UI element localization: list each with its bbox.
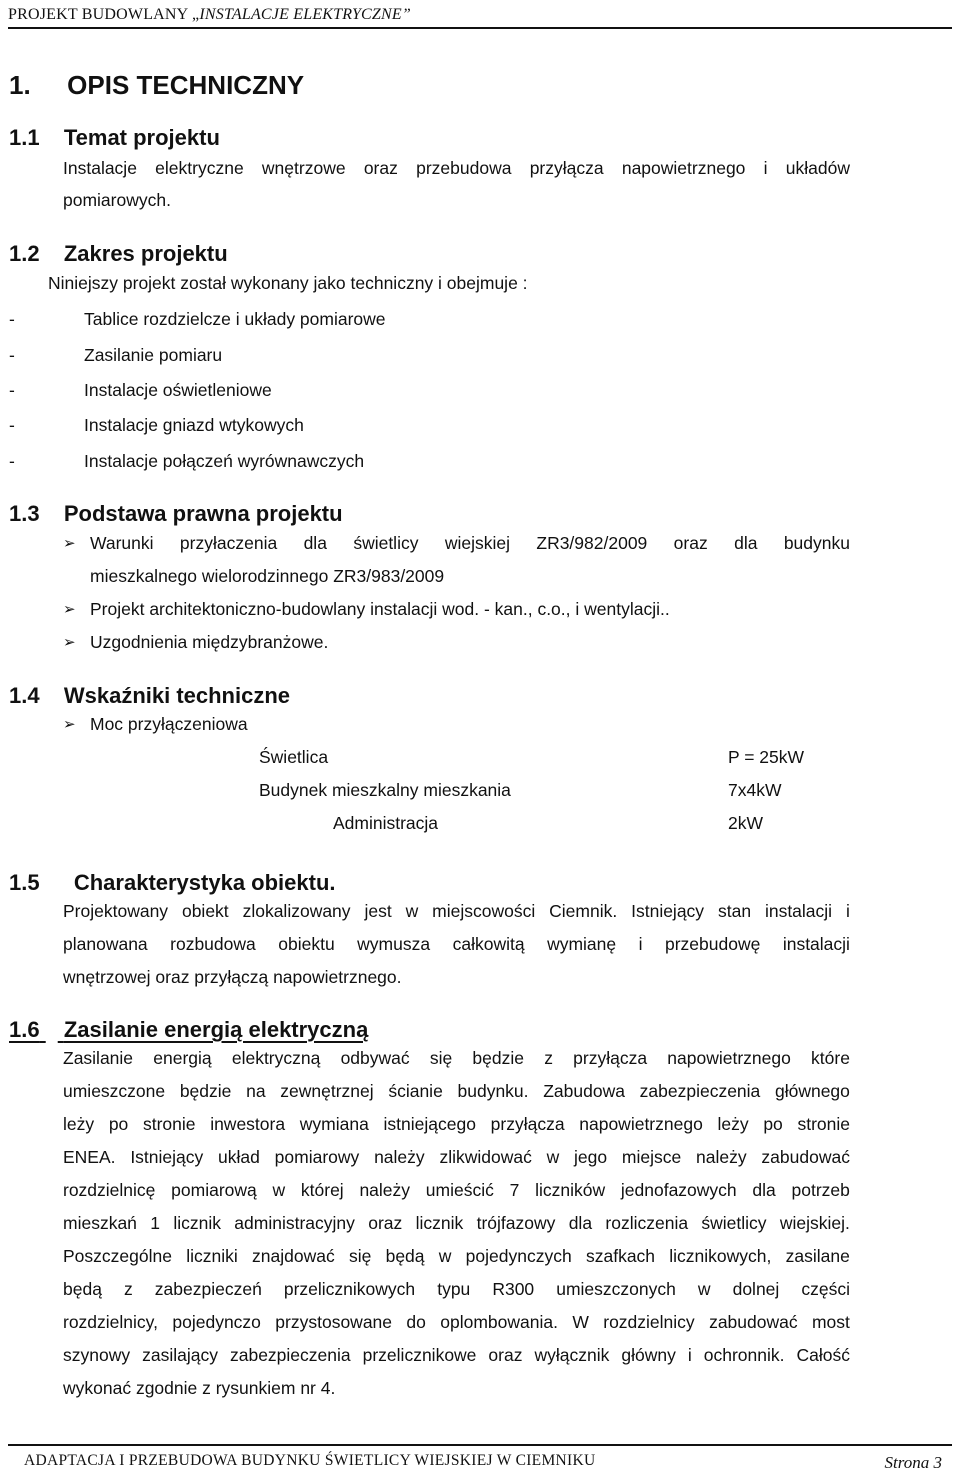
word: 7 bbox=[509, 1180, 520, 1200]
power-row-label: Świetlica bbox=[259, 747, 329, 767]
word: umieszczonych bbox=[556, 1279, 676, 1299]
word: całkowitą bbox=[452, 934, 525, 954]
word: most bbox=[811, 1312, 850, 1332]
paragraph-line bbox=[63, 1246, 850, 1267]
word: odbywać bbox=[340, 1048, 410, 1068]
word: rozdzielnicy, bbox=[63, 1312, 158, 1332]
word: w bbox=[405, 901, 419, 921]
word: zabudować bbox=[709, 1312, 798, 1332]
word: układ bbox=[218, 1147, 260, 1167]
word: W bbox=[572, 1312, 589, 1332]
word: z bbox=[123, 1279, 133, 1299]
paragraph-1-5-line-1 bbox=[63, 901, 850, 922]
word: z bbox=[544, 1048, 553, 1068]
section-title: OPIS TECHNICZNY bbox=[67, 70, 305, 100]
word: Projektowany bbox=[63, 901, 169, 921]
word: oraz bbox=[363, 158, 398, 178]
scope-item: Instalacje oświetleniowe bbox=[84, 380, 272, 400]
dash-bullet: - bbox=[9, 380, 15, 400]
word: planowana bbox=[63, 934, 148, 954]
word: szafkach bbox=[585, 1246, 656, 1266]
word: zasilane bbox=[785, 1246, 850, 1266]
paragraph-1-1-line-1 bbox=[63, 158, 850, 179]
word: napowietrznego bbox=[621, 158, 746, 178]
subsection-number: 1.5 bbox=[9, 870, 40, 895]
word: należy bbox=[696, 1147, 747, 1167]
word: w bbox=[272, 1180, 286, 1200]
word: umieścić bbox=[425, 1180, 494, 1200]
word: instalacji bbox=[782, 934, 850, 954]
word: oraz bbox=[488, 1345, 523, 1365]
word: przebudowa bbox=[416, 158, 512, 178]
word: części bbox=[801, 1279, 850, 1299]
word: Całość bbox=[796, 1345, 850, 1365]
word: energią bbox=[153, 1048, 212, 1068]
paragraph-line bbox=[63, 1180, 850, 1201]
paragraph-line bbox=[63, 1213, 850, 1234]
word: będą bbox=[385, 1246, 425, 1266]
word: rozliczenia bbox=[605, 1213, 689, 1233]
word: obiektu bbox=[278, 934, 335, 954]
word: istniejącego bbox=[383, 1114, 476, 1134]
header-title-plain: PROJEKT BUDOWLANY „ bbox=[8, 6, 200, 23]
word: oraz bbox=[368, 1213, 403, 1233]
word: wymiana bbox=[299, 1114, 369, 1134]
word: Poszczególne bbox=[63, 1246, 172, 1266]
subsection-number: 1.3 bbox=[9, 501, 40, 526]
paragraph-line bbox=[63, 1147, 850, 1168]
paragraph-line bbox=[63, 1081, 850, 1102]
word: i bbox=[638, 934, 643, 954]
word: dolnej bbox=[732, 1279, 780, 1299]
word: zewnętrznej bbox=[280, 1081, 374, 1101]
word: wymianę bbox=[547, 934, 617, 954]
word: świetlicy bbox=[701, 1213, 767, 1233]
word: które bbox=[811, 1048, 850, 1068]
word: rozbudowa bbox=[170, 934, 256, 954]
word: ZR3/982/2009 bbox=[536, 533, 648, 553]
word: dla bbox=[734, 533, 758, 553]
subsection-title: Charakterystyka obiektu. bbox=[73, 870, 336, 895]
word: liczników bbox=[535, 1180, 606, 1200]
word: do bbox=[406, 1312, 426, 1332]
word: ENEA. bbox=[63, 1147, 116, 1167]
legal-basis-item-1-line-2: mieszkalnego wielorodzinnego ZR3/983/2009 bbox=[90, 566, 445, 586]
word: i bbox=[763, 158, 768, 178]
subsection-heading-1-5 bbox=[9, 870, 336, 896]
word: leży bbox=[63, 1114, 95, 1134]
arrow-bullet-icon: ➢ bbox=[63, 601, 76, 618]
word: oplombowania. bbox=[440, 1312, 558, 1332]
word: należy bbox=[374, 1147, 425, 1167]
word: trójfazowy bbox=[476, 1213, 556, 1233]
arrow-bullet-icon: ➢ bbox=[63, 535, 76, 552]
word: napowietrznego bbox=[667, 1048, 791, 1068]
word: Warunki bbox=[90, 533, 154, 553]
word: należy bbox=[359, 1180, 411, 1200]
paragraph-1-5-line-2 bbox=[63, 934, 850, 955]
scope-intro: Niniejszy projekt został wykonany jako techniczny i obejmuje : bbox=[48, 273, 528, 293]
word: wiejskiej. bbox=[779, 1213, 850, 1233]
word: będą bbox=[63, 1279, 102, 1299]
word: i bbox=[687, 1345, 692, 1365]
word: budynku bbox=[783, 533, 850, 553]
word: Istniejący bbox=[631, 901, 705, 921]
section-heading bbox=[9, 70, 304, 101]
word: przystosowane bbox=[275, 1312, 393, 1332]
word: przelicznikowych bbox=[283, 1279, 416, 1299]
word: ochronnik. bbox=[703, 1345, 785, 1365]
paragraph-line bbox=[63, 1114, 850, 1135]
word: Instalacje bbox=[63, 158, 137, 178]
word: stronie bbox=[797, 1114, 850, 1134]
word: elektryczną bbox=[231, 1048, 321, 1068]
word: znajdować bbox=[252, 1246, 335, 1266]
word: dla bbox=[752, 1180, 776, 1200]
subsection-heading-1-6 bbox=[9, 1017, 368, 1043]
power-row-label: Administracja bbox=[333, 813, 439, 833]
section-number: 1. bbox=[9, 70, 31, 100]
word: na bbox=[246, 1081, 266, 1101]
word: się bbox=[348, 1246, 372, 1266]
paragraph-line bbox=[63, 1312, 850, 1333]
word: mieszkań bbox=[63, 1213, 137, 1233]
page-number: Strona 3 bbox=[884, 1453, 942, 1471]
word: napowietrznego bbox=[579, 1114, 703, 1134]
word: zabezpieczenia bbox=[639, 1081, 761, 1101]
word: licznikowych, bbox=[669, 1246, 772, 1266]
word: inwestora bbox=[210, 1114, 286, 1134]
subsection-number: 1.1 bbox=[9, 125, 40, 150]
subsection-heading-1-3 bbox=[9, 501, 343, 527]
word: stronie bbox=[142, 1114, 196, 1134]
scope-item: Instalacje gniazd wtykowych bbox=[84, 415, 304, 435]
footer-project-title: ADAPTACJA I PRZEBUDOWA BUDYNKU ŚWIETLICY WIEJSKIEJ W CIEMNIKU bbox=[24, 1452, 596, 1469]
word: liczniki bbox=[186, 1246, 238, 1266]
subsection-heading-1-1 bbox=[9, 125, 220, 151]
subsection-heading-1-4 bbox=[9, 683, 290, 709]
subsection-title: Zakres projektu bbox=[63, 241, 228, 266]
paragraph-line bbox=[63, 1048, 850, 1069]
word: stan bbox=[717, 901, 752, 921]
word: licznik bbox=[173, 1213, 221, 1233]
word: przebudowę bbox=[664, 934, 761, 954]
word: zabezpieczenia bbox=[229, 1345, 351, 1365]
subsection-number: 1.6 bbox=[9, 1017, 40, 1042]
word: oraz bbox=[673, 533, 708, 553]
word: jednofazowych bbox=[620, 1180, 737, 1200]
word: zlikwidować bbox=[439, 1147, 532, 1167]
power-row-value: 2kW bbox=[728, 813, 763, 833]
word: dla bbox=[303, 533, 327, 553]
subsection-number: 1.2 bbox=[9, 241, 40, 266]
word: rozdzielnicę bbox=[63, 1180, 156, 1200]
word: przelicznikowe bbox=[362, 1345, 477, 1365]
word: Ciemnik. bbox=[549, 901, 618, 921]
word: jest bbox=[364, 901, 392, 921]
paragraph-line bbox=[63, 1345, 850, 1366]
dash-bullet: - bbox=[9, 309, 15, 329]
word: leży bbox=[717, 1114, 749, 1134]
word: w bbox=[546, 1147, 560, 1167]
word: obiekt bbox=[181, 901, 229, 921]
word: szynowy bbox=[63, 1345, 131, 1365]
word: Istniejący bbox=[130, 1147, 204, 1167]
word: przyłaczenia bbox=[179, 533, 278, 553]
word: wnętrzowe bbox=[261, 158, 346, 178]
word: R300 bbox=[492, 1279, 535, 1299]
arrow-bullet-icon: ➢ bbox=[63, 716, 76, 733]
word: w bbox=[438, 1246, 452, 1266]
dash-bullet: - bbox=[9, 451, 15, 471]
word: potrzeb bbox=[791, 1180, 850, 1200]
word: główny bbox=[621, 1345, 676, 1365]
word: dla bbox=[568, 1213, 593, 1233]
subsection-title: Podstawa prawna projektu bbox=[63, 501, 343, 526]
word: Zasilanie bbox=[63, 1048, 134, 1068]
header-rule bbox=[8, 27, 952, 29]
paragraph-line bbox=[63, 1279, 850, 1300]
word: pojedynczych bbox=[465, 1246, 572, 1266]
word: i bbox=[845, 901, 850, 921]
word: w bbox=[697, 1279, 711, 1299]
word: miejsce bbox=[621, 1147, 682, 1167]
scope-item: Instalacje połączeń wyrównawczych bbox=[84, 451, 365, 471]
word: się bbox=[429, 1048, 453, 1068]
word: będzie bbox=[472, 1048, 524, 1068]
word: ścianie bbox=[388, 1081, 443, 1101]
power-row-value: P = 25kW bbox=[728, 747, 805, 767]
word: Zabudowa bbox=[543, 1081, 625, 1101]
word: wiejskiej bbox=[444, 533, 510, 553]
paragraph-1-1-line-2: pomiarowych. bbox=[63, 190, 171, 210]
word: typu bbox=[437, 1279, 471, 1299]
word: elektryczne bbox=[155, 158, 244, 178]
legal-basis-item-3: Uzgodnienia międzybranżowe. bbox=[90, 632, 329, 652]
paragraph-1-5-line-3: wnętrzowej oraz przyłączą napowietrznego. bbox=[63, 967, 402, 987]
word: instalacji bbox=[764, 901, 833, 921]
dash-bullet: - bbox=[9, 415, 15, 435]
header-title-italic: INSTALACJE ELEKTRYCZNE” bbox=[199, 6, 411, 23]
word: miejscowości bbox=[432, 901, 536, 921]
footer-rule bbox=[8, 1444, 952, 1446]
word: administracyjny bbox=[234, 1213, 355, 1233]
word: pomiarową bbox=[171, 1180, 257, 1200]
page-header bbox=[8, 6, 411, 24]
word: przyłącza bbox=[573, 1048, 648, 1068]
legal-basis-item-2: Projekt architektoniczno-budowlany instalacji wod. - kan., c.o., i wentylacji.. bbox=[90, 599, 670, 619]
word: zabezpieczeń bbox=[154, 1279, 262, 1299]
scope-item: Tablice rozdzielcze i układy pomiarowe bbox=[84, 309, 386, 329]
word: licznik bbox=[415, 1213, 464, 1233]
power-row-value: 7x4kW bbox=[728, 780, 782, 800]
arrow-bullet-icon: ➢ bbox=[63, 634, 76, 651]
word: zlokalizowany bbox=[242, 901, 351, 921]
word: wymusza bbox=[357, 934, 431, 954]
scope-item: Zasilanie pomiaru bbox=[84, 345, 223, 365]
word: głównego bbox=[774, 1081, 850, 1101]
word: jego bbox=[574, 1147, 608, 1167]
connection-power-label: Moc przyłączeniowa bbox=[90, 714, 248, 734]
word: rozdzielnicy bbox=[603, 1312, 695, 1332]
word: umieszczone bbox=[63, 1081, 166, 1101]
word: będzie bbox=[179, 1081, 232, 1101]
subsection-title: Wskaźniki techniczne bbox=[63, 683, 291, 708]
word: wyłącznik bbox=[534, 1345, 610, 1365]
word: po bbox=[108, 1114, 129, 1134]
word: pojedynczo bbox=[172, 1312, 261, 1332]
word: 1 bbox=[150, 1213, 160, 1233]
subsection-title: Temat projektu bbox=[63, 125, 220, 150]
word: pomiarowy bbox=[274, 1147, 360, 1167]
word: zabudować bbox=[761, 1147, 850, 1167]
legal-basis-item-1-line-1 bbox=[90, 533, 850, 554]
word: układów bbox=[785, 158, 850, 178]
power-row-label: Budynek mieszkalny mieszkania bbox=[259, 780, 511, 800]
dash-bullet: - bbox=[9, 345, 15, 365]
word: przyłącza bbox=[529, 158, 604, 178]
word: zasilający bbox=[142, 1345, 218, 1365]
word: budynku. bbox=[457, 1081, 529, 1101]
paragraph-1-6-last-line: wykonać zgodnie z rysunkiem nr 4. bbox=[63, 1378, 336, 1398]
word: przyłącza bbox=[490, 1114, 565, 1134]
subsection-title: Zasilanie energią elektryczną bbox=[63, 1017, 369, 1042]
word: świetlicy bbox=[353, 533, 419, 553]
subsection-number: 1.4 bbox=[9, 683, 40, 708]
word: której bbox=[300, 1180, 344, 1200]
subsection-heading-1-2 bbox=[9, 241, 228, 267]
word: po bbox=[763, 1114, 783, 1134]
